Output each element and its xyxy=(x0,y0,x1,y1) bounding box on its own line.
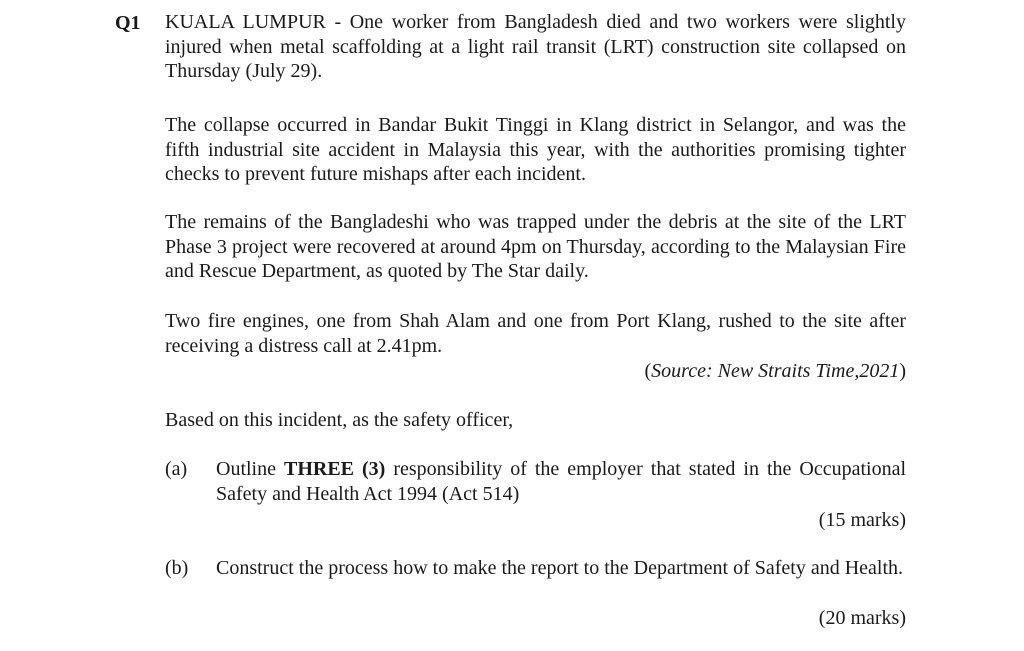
paragraph-3-block xyxy=(165,210,906,284)
part-a-text xyxy=(216,457,906,506)
question-number: Q1 xyxy=(115,12,141,34)
part-a-text-bold: THREE (3) xyxy=(283,458,386,480)
source-text: Source: New Straits Time,2021 xyxy=(651,360,900,382)
source-citation xyxy=(165,358,906,384)
paragraph-2-block xyxy=(165,113,906,187)
paragraph-4: Two fire engines, one from Shah Alam and one from Port Klang, rushed to the site after receiving a distress call at 2.41pm. xyxy=(165,310,906,357)
source-open-paren: ( xyxy=(644,360,652,382)
paragraph-3: The remains of the Bangladeshi who was trapped under the debris at the site of the LRT Phase 3 project were recovered at around 4pm on Thursday, according to the Malaysian Fire and Rescue Department, as quoted by The Star daily. xyxy=(165,211,906,282)
paragraph-2: The collapse occurred in Bandar Bukit Tinggi in Klang district in Selangor, and was the fifth industrial site accident in Malaysia this year, with the authorities promising tighter checks to prevent future mishaps after each incident. xyxy=(165,114,906,185)
part-b-text: Construct the process how to make the report to the Department of Safety and Health. xyxy=(216,557,904,579)
part-b-label: (b) xyxy=(165,557,189,579)
instruction-intro: Based on this incident, as the safety officer, xyxy=(165,409,514,431)
paragraph-4-block xyxy=(165,309,906,358)
source-close-paren: ) xyxy=(899,360,906,382)
paragraph-1-block xyxy=(165,10,906,84)
part-a-text-after: responsibility of the employer that stated in the Occupational Safety and Health Act 1994 (Act 514) xyxy=(216,458,906,505)
part-a-label: (a) xyxy=(165,458,188,480)
paragraph-1: KUALA LUMPUR - One worker from Bangladesh died and two workers were slightly injured when metal scaffolding at a light rail transit (LRT) construction site collapsed on Thursday (July 29). xyxy=(165,11,906,82)
part-b-marks: (20 marks) xyxy=(818,607,906,629)
part-a-marks: (15 marks) xyxy=(818,509,906,531)
part-a-text-before: Outline xyxy=(216,458,284,480)
